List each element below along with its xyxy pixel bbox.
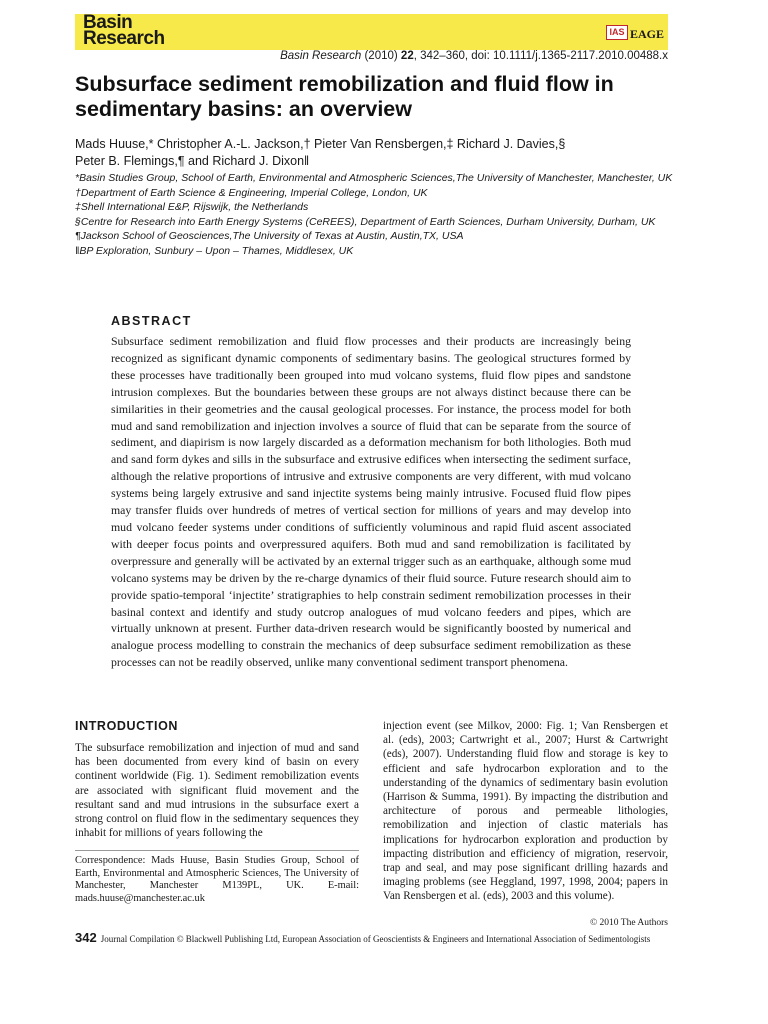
citation-year: (2010) [361, 50, 401, 62]
introduction-right-column: injection event (see Milkov, 2000: Fig. 1; Van Rensbergen et al. (eds), 2003; Cartwright et al., 2007; Hurst & Cartwright (eds), 2007). Understanding fluid flow and storage is key to efficient and safe hydrocarbon exploration and to the understanding of the dynamics of sedimentary basin evolution (Harrison & Summa, 1991). By impacting the distribution and architecture of porous and permeable lithologies, remobilization and injection of clastic materials has implications for hydrocarbon exploration and production by impacting distribution and efficiency of migration, reservoir, trap and seal, and may pose significant drilling hazards and imaging problems (see Heggland, 1997, 1998, 2004; papers in Van Rensbergen et al. (eds), 2003 and this volume). [383, 720, 668, 903]
author-list [75, 136, 675, 170]
abstract-heading: ABSTRACT [111, 314, 192, 328]
authors-line-2: Peter B. Flemings,¶ and Richard J. Dixon‖ [75, 154, 310, 168]
affiliations [75, 171, 675, 258]
ias-logo-icon: IAS [606, 25, 628, 40]
logo-line-1: Basin [83, 12, 133, 33]
authors-line-1: Mads Huuse,* Christopher A.-L. Jackson,† Pieter Van Rensbergen,‡ Richard J. Davies,§ [75, 137, 566, 151]
journal-compilation: Journal Compilation © Blackwell Publishing Ltd, European Association of Geoscientists & Engineers and International Association of Sedimentologists [100, 934, 651, 944]
logo-line-2: Research [83, 28, 165, 49]
affiliation: ‖BP Exploration, Sunbury – Upon – Thames, Middlesex, UK [75, 244, 354, 257]
affiliation: ‡Shell International E&P, Rijswijk, the Netherlands [75, 201, 309, 213]
introduction-left-column: The subsurface remobilization and injection of mud and sand has been documented from every kind of basin on every continent worldwide (Fig. 1). Sediment remobilization events are associated with significant fluid movement and the resultant sand and mud intrusions in the subsurface exert a strong control on fluid flow in the sedimentary sequences they inhabit for millions of years following the [75, 742, 359, 840]
eage-logo: EAGE [630, 27, 665, 41]
citation-line [280, 50, 668, 62]
journal-logo [83, 12, 165, 49]
affiliation: *Basin Studies Group, School of Earth, Environmental and Atmospheric Sciences,The University of Manchester, Manchester, UK [75, 172, 673, 184]
introduction-heading: INTRODUCTION [75, 719, 179, 733]
page-number: 342 [75, 930, 97, 945]
affiliation: ¶Jackson School of Geosciences,The University of Texas at Austin, Austin,TX, USA [75, 230, 464, 242]
copyright-notice: © 2010 The Authors [589, 918, 668, 928]
affiliation: §Centre for Research into Earth Energy Systems (CeREES), Department of Earth Sciences, Durham University, Durham, UK [75, 215, 656, 228]
citation-pages-doi: , 342–360, doi: 10.1111/j.1365-2117.2010.00488.x [413, 50, 668, 62]
correspondence-footnote: Correspondence: Mads Huuse, Basin Studies Group, School of Earth, Environmental and Atmospheric Sciences, The University of Manchester, Manchester M139PL, UK. E-mail: mads.huuse@manchester.ac.uk [75, 855, 359, 904]
footnote-divider [75, 850, 359, 851]
citation-journal: Basin Research [280, 50, 362, 62]
page-footer [75, 930, 685, 945]
article-title: Subsurface sediment remobilization and fluid flow in sedimentary basins: an overview [75, 72, 614, 121]
affiliation: †Department of Earth Science & Engineering, Imperial College, London, UK [75, 186, 428, 199]
abstract-text: Subsurface sediment remobilization and fluid flow processes and their products are increasingly being recognized as significant dynamic components of sedimentary basins. The geological structures formed by these processes have traditionally been grouped into mud volcano systems, fluid flow pipes and sandstone intrusion complexes. But the boundaries between these groups are not always distinct because there can be similarities in their geometries and the causal geological processes. For instance, the process model for both mud and sand remobilization and injection involves a source of fluid that can be separate from the source of sediment, and diapirism is now largely discarded as a deformation mechanism for both lithologies. Both mud and sand form dykes and sills in the subsurface and extrusive edifices when intersecting the sediment surface, although the relative proportions of intrusive and extrusive components are very different, with mud volcano systems being largely extrusive and sand injectite systems being mainly intrusive. Focused fluid flow pipes may transfer fluids over hundreds of metres of vertical section for millions of years and may develop into mud volcano feeder systems under conditions of sufficiently voluminous and rapid fluid ascent associated with deeper focus points and overpressured aquifers. Both mud and sand remobilization is facilitated by overpressure and generally will be activated by an external trigger such as an earthquake, although some mud volcano systems may be driven by the re-charge dynamics of their fluid source. Future research should aim to provide spatio-temporal ‘injectite’ stratigraphies to help constrain sediment remobilization processes in their basinal context and identify and study outcrop analogues of mud volcano feeders and pipes, which are virtually unknown at present. Further data-driven research would be significantly boosted by numerical and analogue process modelling to constrain the mechanics of deep subsurface sediment remobilization as these processes can not be readily observed, unlike many conventional sediment transport phenomena. [111, 334, 631, 670]
citation-volume: 22 [400, 50, 414, 62]
